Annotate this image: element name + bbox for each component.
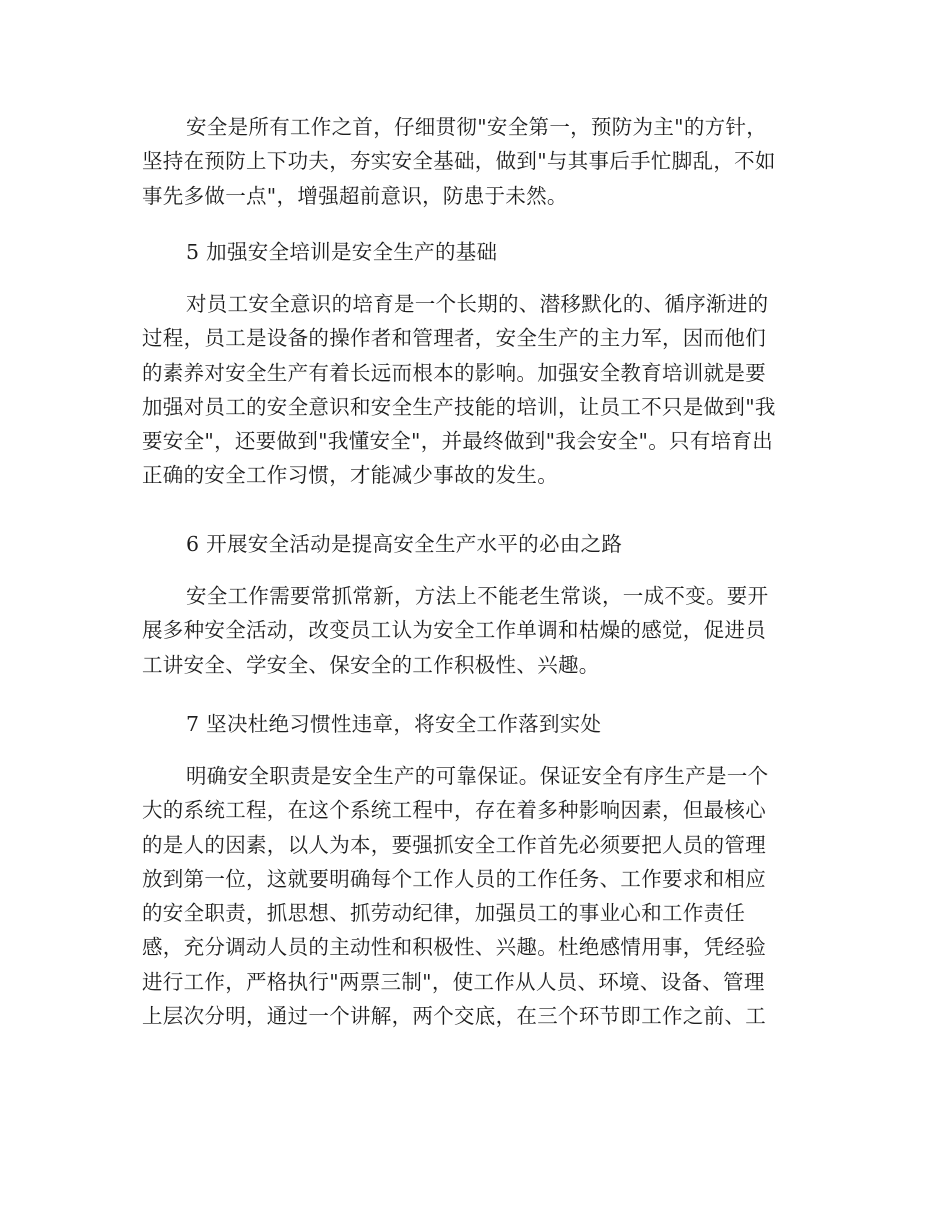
section-heading-7 bbox=[142, 707, 812, 741]
paragraph-line: 展多种安全活动，改变员工认为安全工作单调和枯燥的感觉，促进员 bbox=[142, 618, 766, 643]
paragraph-line: 大的系统工程，在这个系统工程中，存在着多种影响因素，但最核心 bbox=[142, 798, 766, 823]
paragraph-line: 感，充分调动人员的主动性和积极性、兴趣。杜绝感情用事，凭经验 bbox=[142, 935, 766, 960]
paragraph-line: 正确的安全工作习惯，才能减少事故的发生。 bbox=[142, 463, 558, 488]
section-heading-text: 6 开展安全活动是提高安全生产水平的必由之路 bbox=[186, 532, 623, 556]
paragraph-safety-first bbox=[142, 110, 812, 213]
paragraph-line: 加强对员工的安全意识和安全生产技能的培训，让员工不只是做到"我 bbox=[142, 394, 776, 419]
paragraph-safety-activities bbox=[142, 579, 812, 682]
paragraph-safety-responsibility bbox=[142, 759, 812, 1033]
paragraph-line: 的是人的因素，以人为本，要强抓安全工作首先必须要把人员的管理 bbox=[142, 832, 766, 857]
section-heading-6 bbox=[142, 527, 812, 561]
section-heading-5 bbox=[142, 235, 812, 269]
paragraph-safety-training bbox=[142, 287, 812, 493]
paragraph-line: 进行工作，严格执行"两票三制"，使工作从人员、环境、设备、管理 bbox=[142, 969, 765, 994]
paragraph-line: 明确安全职责是安全生产的可靠保证。保证安全有序生产是一个 bbox=[186, 764, 769, 788]
paragraph-line: 过程，员工是设备的操作者和管理者，安全生产的主力军，因而他们 bbox=[142, 326, 766, 351]
paragraph-line: 的安全职责，抓思想、抓劳动纪律，加强员工的事业心和工作责任 bbox=[142, 901, 746, 926]
paragraph-line: 放到第一位，这就要明确每个工作人员的工作任务、工作要求和相应 bbox=[142, 866, 766, 891]
paragraph-line: 事先多做一点"，增强超前意识，防患于未然。 bbox=[142, 183, 568, 208]
paragraph-line: 工讲安全、学安全、保安全的工作积极性、兴趣。 bbox=[142, 652, 600, 677]
paragraph-line: 安全是所有工作之首，仔细贯彻"安全第一，预防为主"的方针， bbox=[186, 115, 768, 139]
paragraph-line: 坚持在预防上下功夫，夯实安全基础，做到"与其事后手忙脚乱，不如 bbox=[142, 149, 776, 174]
section-heading-text: 7 坚决杜绝习惯性违章，将安全工作落到实处 bbox=[186, 712, 602, 736]
paragraph-line: 上层次分明，通过一个讲解，两个交底，在三个环节即工作之前、工 bbox=[142, 1004, 766, 1029]
paragraph-line: 要安全"，还要做到"我懂安全"，并最终做到"我会安全"。只有培育出 bbox=[142, 429, 774, 454]
paragraph-line: 安全工作需要常抓常新，方法上不能老生常谈，一成不变。要开 bbox=[186, 584, 769, 608]
paragraph-line: 对员工安全意识的培育是一个长期的、潜移默化的、循序渐进的 bbox=[186, 292, 769, 316]
paragraph-line: 的素养对安全生产有着长远而根本的影响。加强安全教育培训就是要 bbox=[142, 360, 766, 385]
section-heading-text: 5 加强安全培训是安全生产的基础 bbox=[186, 240, 498, 264]
